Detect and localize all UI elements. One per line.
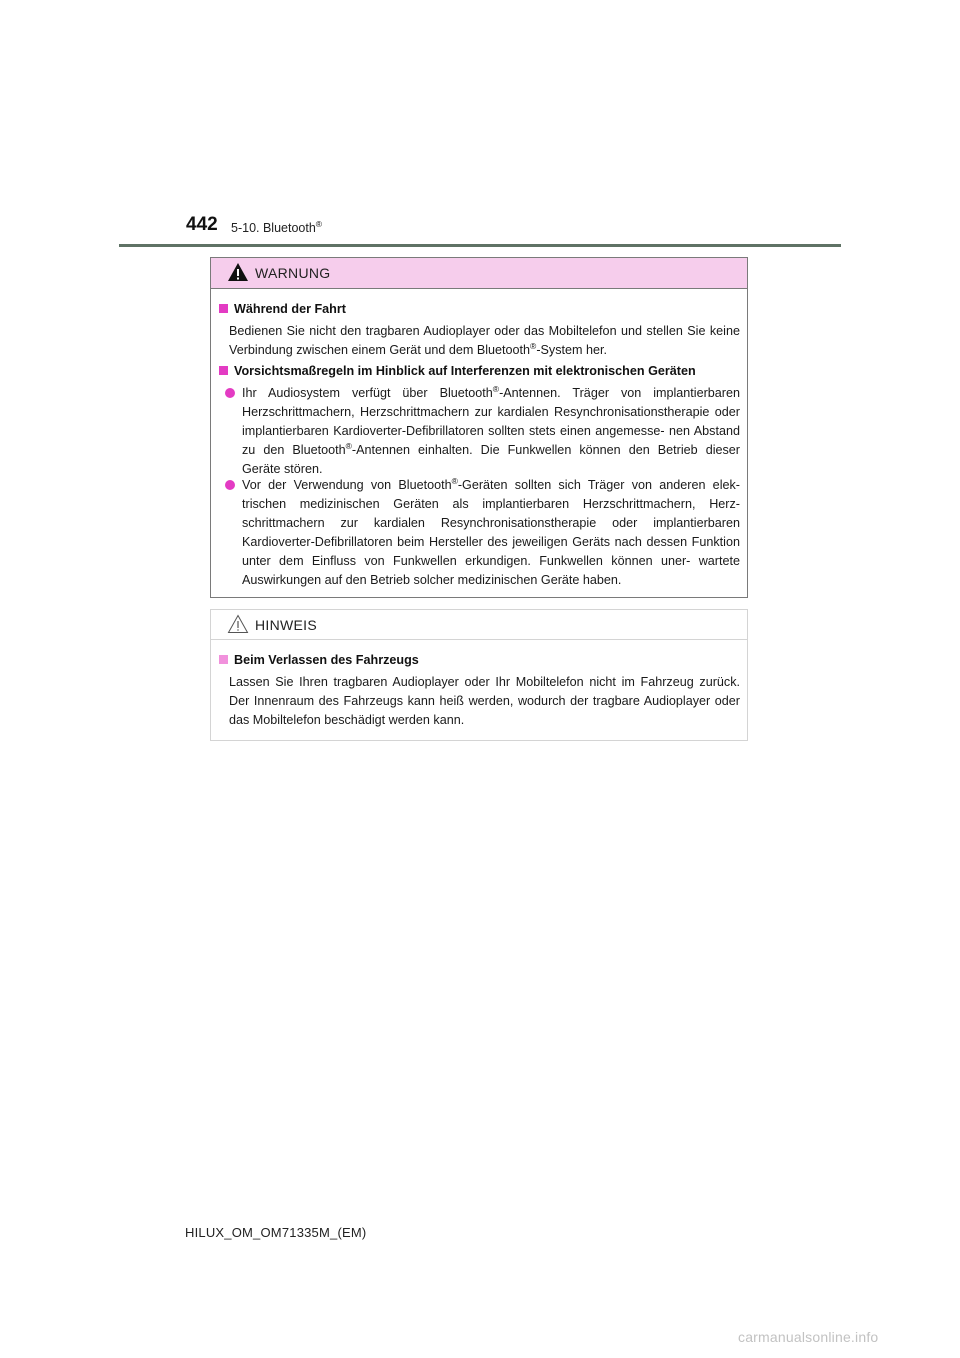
warning-triangle-filled-icon xyxy=(227,262,249,282)
square-bullet-icon xyxy=(219,304,228,313)
bullet-text xyxy=(242,384,740,479)
caution-triangle-outline-icon xyxy=(227,614,249,634)
square-bullet-icon xyxy=(219,366,228,375)
warning-item-text-part: -System her. xyxy=(536,343,607,357)
bullet-text-part: Ihr Audiosystem verfügt über Bluetooth xyxy=(242,386,493,400)
header-rule xyxy=(119,244,841,247)
registered-mark: ® xyxy=(345,441,352,451)
bullet-text-part: -Antennen. Träger von implantierbaren Herzschrittmachern, Herzschrittmachern zur kardialen Resynchronisationstherapie oder implantierbaren Kardioverter-Defibrillatoren sollten stets einen angemesse- nen Abstand zu den Bluetooth xyxy=(242,386,741,457)
note-item-title-text: Beim Verlassen des Fahrzeugs xyxy=(234,653,419,667)
bullet-text-part: -Geräten sollten sich Träger von anderen elek- trischen medizinischen Geräten als implantierbaren Herzschrittmachern, Herz- schrittmachern zur kardialen Resynchronisationstherapie oder implantierbaren Kardioverter-Defibrillatoren beim Hersteller des jeweiligen Geräts nach dessen Funktion unter dem Einfluss von Funkwellen erkundigen. Funkwellen können uner- wartete Auswirkungen auf den Betrieb solcher medizinischen Geräte haben. xyxy=(242,478,740,587)
section-title xyxy=(231,221,322,235)
bullet-text-part: Vor der Verwendung von Bluetooth xyxy=(242,478,452,492)
bullet-text xyxy=(242,476,740,590)
note-item-text: Lassen Sie Ihren tragbaren Audioplayer oder Ihr Mobiltelefon nicht im Fahrzeug zurück. Der Innenraum des Fahrzeugs kann heiß werden, wodurch der tragbare Audioplayer oder das Mobiltelefon beschädigt werden kann. xyxy=(229,675,740,727)
registered-mark: ® xyxy=(530,341,537,351)
page-number: 442 xyxy=(186,214,218,235)
registered-mark: ® xyxy=(315,219,323,229)
warning-box xyxy=(210,257,748,598)
round-bullet-icon xyxy=(225,480,235,490)
square-bullet-icon xyxy=(219,655,228,664)
warning-header xyxy=(211,258,747,289)
registered-mark: ® xyxy=(492,384,500,394)
warning-item-text xyxy=(229,322,740,360)
note-box xyxy=(210,609,748,741)
warning-item-title-text: Während der Fahrt xyxy=(234,302,346,316)
note-item-title xyxy=(219,653,419,667)
bullet-text-part: -Antennen einhalten. Die Funkwellen können den Betrieb dieser Geräte stören. xyxy=(242,443,740,476)
footer-code: HILUX_OM_OM71335M_(EM) xyxy=(185,1225,367,1240)
warning-item-text-part: Bedienen Sie nicht den tragbaren Audioplayer oder das Mobiltelefon und stellen Sie keine Verbindung zwischen einem Gerät und dem Bluetooth xyxy=(229,324,740,357)
watermark: carmanualsonline.info xyxy=(738,1329,879,1345)
round-bullet-icon xyxy=(225,388,235,398)
section-title-text: 5-10. Bluetooth xyxy=(231,221,316,235)
warning-label: WARNUNG xyxy=(255,265,331,281)
note-label: HINWEIS xyxy=(255,617,317,633)
registered-mark: ® xyxy=(451,476,458,486)
note-header xyxy=(211,610,747,640)
warning-item-title-text: Vorsichtsmaßregeln im Hinblick auf Interferenzen mit elektronischen Geräten xyxy=(234,364,696,378)
warning-item-title xyxy=(219,302,346,316)
warning-item-title xyxy=(219,364,696,378)
